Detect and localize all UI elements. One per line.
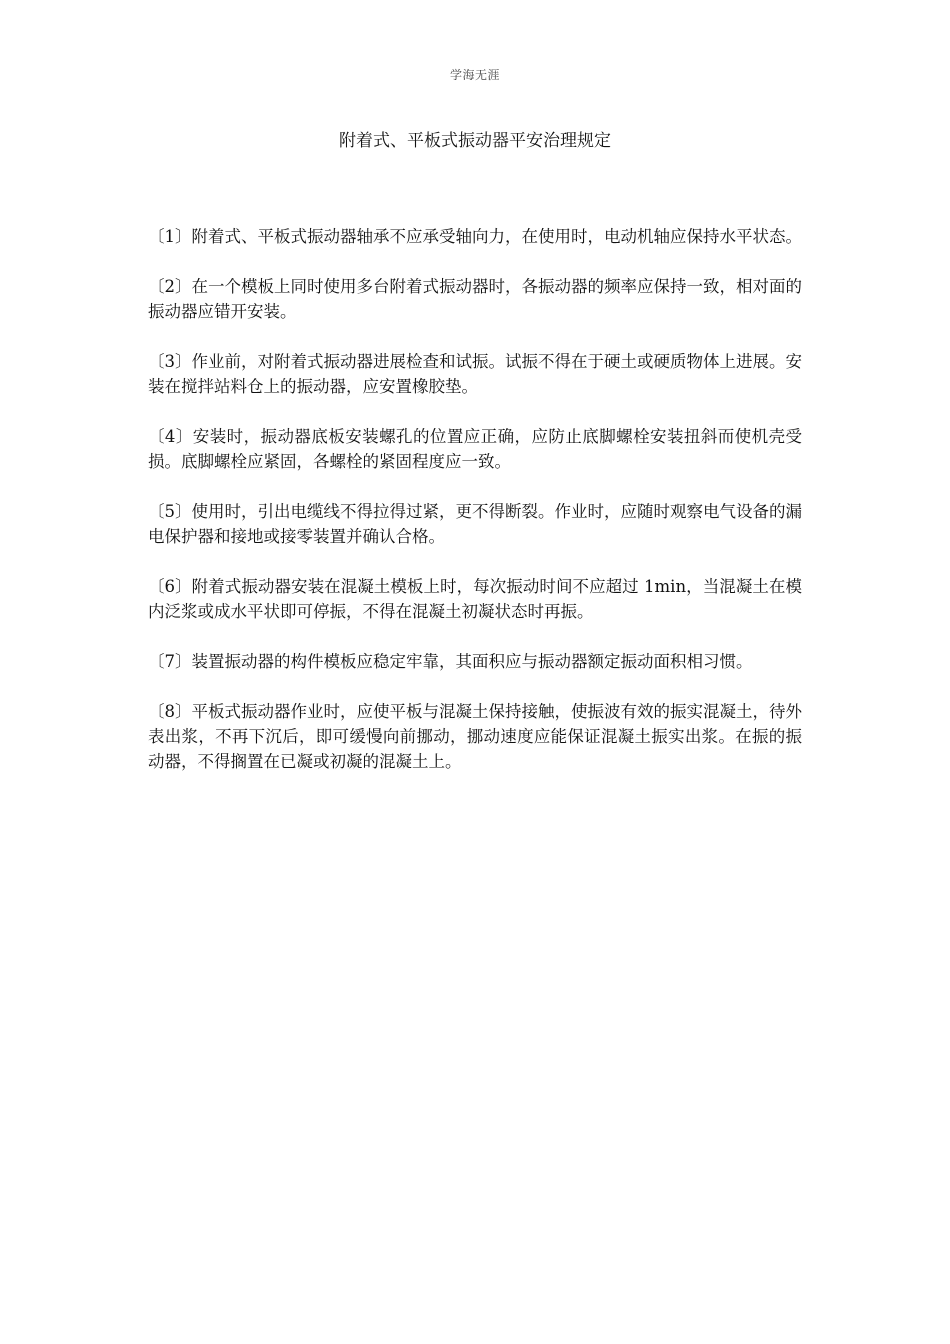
paragraph-5: 〔5〕使用时，引出电缆线不得拉得过紧，更不得断裂。作业时，应随时观察电气设备的漏电保护器和接地或接零装置并确认合格。 <box>148 502 802 546</box>
paragraph-3: 〔3〕作业前，对附着式振动器进展检查和试振。试振不得在于硬土或硬质物体上进展。安装在搅拌站料仓上的振动器，应安置橡胶垫。 <box>148 352 802 396</box>
document-body <box>148 224 802 799</box>
page-header: 学海无涯 <box>449 68 500 82</box>
paragraph-4: 〔4〕安装时，振动器底板安装螺孔的位置应正确，应防止底脚螺栓安装扭斜而使机壳受损。底脚螺栓应紧固，各螺栓的紧固程度应一致。 <box>148 427 802 471</box>
paragraph-6: 〔6〕附着式振动器安装在混凝土模板上时，每次振动时间不应超过 1min，当混凝土在模内泛浆或成水平状即可停振，不得在混凝土初凝状态时再振。 <box>148 577 802 621</box>
paragraph-1: 〔1〕附着式、平板式振动器轴承不应承受轴向力，在使用时，电动机轴应保持水平状态。 <box>148 227 802 246</box>
paragraph-2: 〔2〕在一个模板上同时使用多台附着式振动器时，各振动器的频率应保持一致，相对面的振动器应错开安装。 <box>148 277 802 321</box>
document-title: 附着式、平板式振动器平安治理规定 <box>339 131 611 151</box>
paragraph-8: 〔8〕平板式振动器作业时，应使平板与混凝土保持接触，使振波有效的振实混凝土，待外表出浆，不再下沉后，即可缓慢向前挪动，挪动速度应能保证混凝土振实出浆。在振的振动器，不得搁置在已凝或初凝的混凝土上。 <box>148 702 802 771</box>
paragraph-7: 〔7〕装置振动器的构件模板应稳定牢靠，其面积应与振动器额定振动面积相习惯。 <box>148 652 753 671</box>
